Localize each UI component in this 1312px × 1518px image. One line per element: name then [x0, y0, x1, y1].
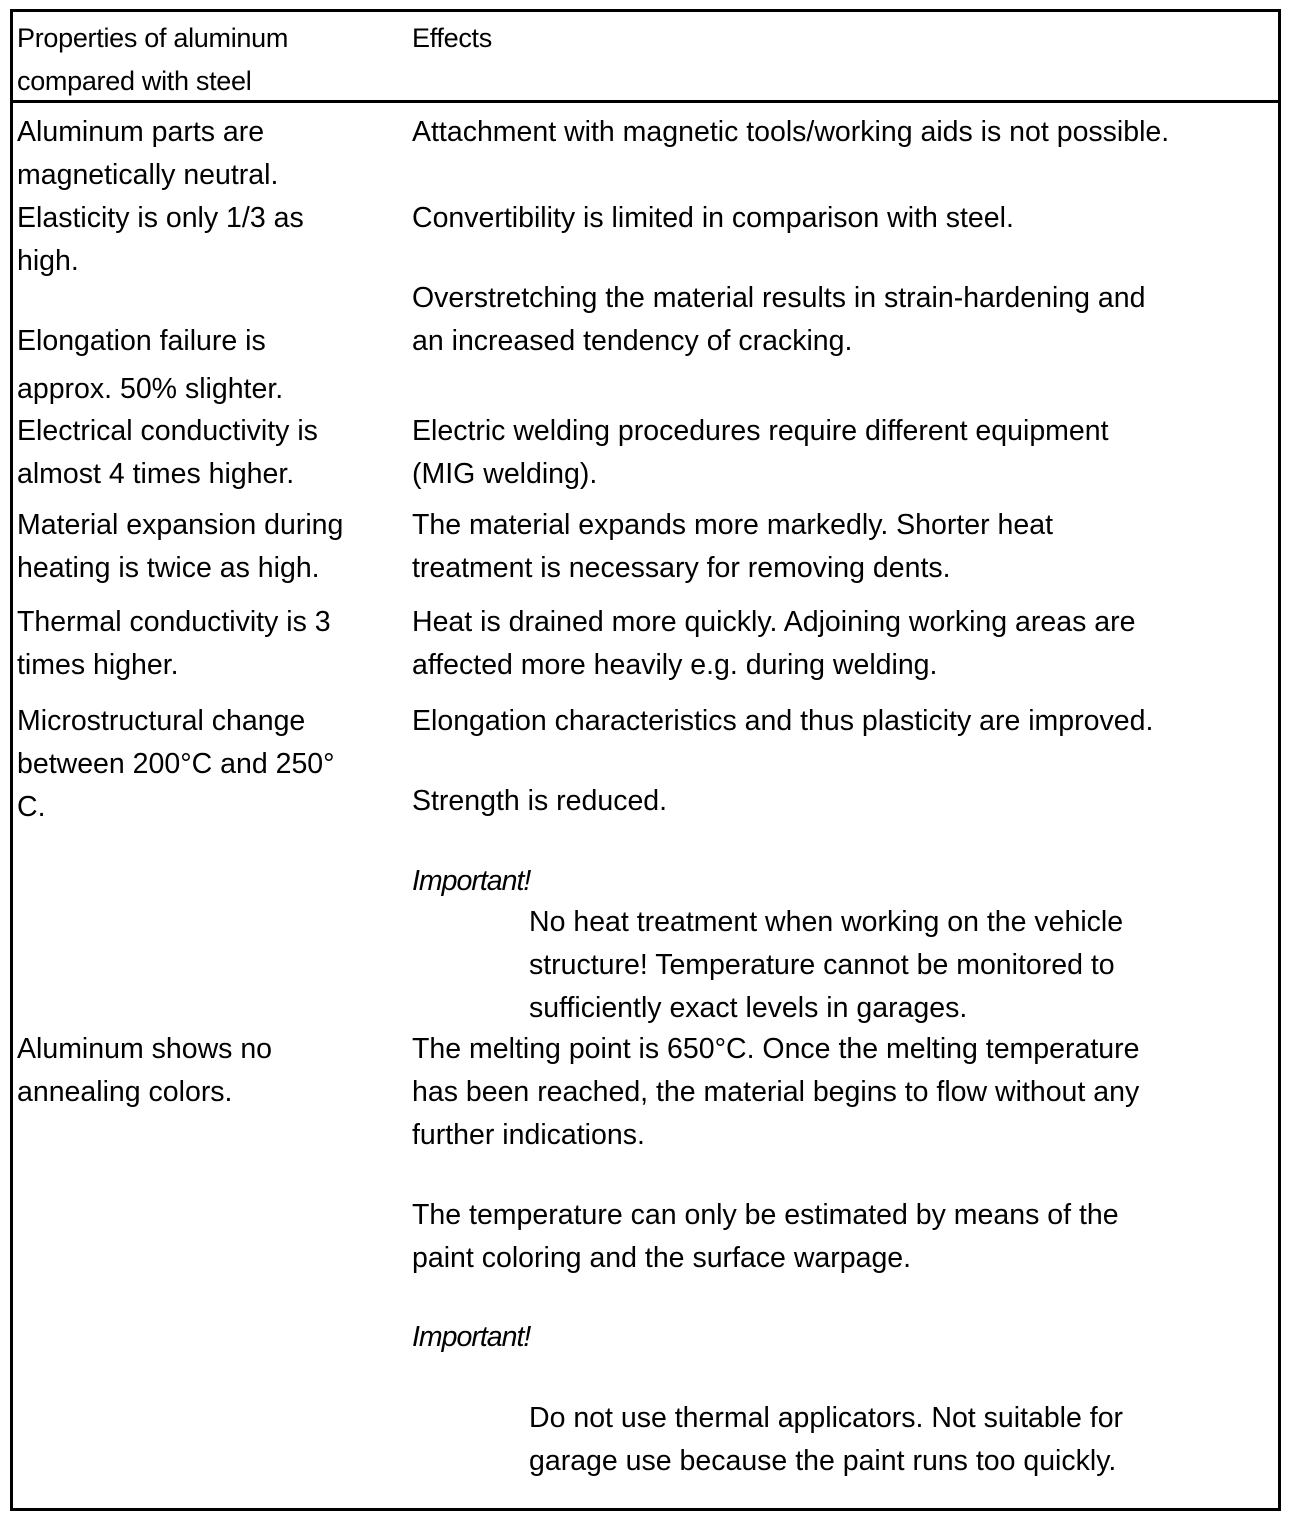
row-8-important-line-1: Do not use thermal applicators. Not suitable for — [529, 1402, 1124, 1434]
row-3-property-line-2: approx. 50% slighter. — [17, 373, 284, 405]
row-7-effect-line-2: Strength is reduced. — [412, 785, 668, 817]
row-6-property-line-1: Thermal conductivity is 3 — [17, 606, 331, 638]
row-8-effect-line-3: further indications. — [412, 1119, 645, 1151]
row-8-important-line-2: garage use because the paint runs too quickly. — [529, 1445, 1117, 1477]
row-8-effect-line-4: The temperature can only be estimated by means of the — [412, 1199, 1119, 1231]
row-8-effect-line-2: has been reached, the material begins to flow without any — [412, 1076, 1140, 1108]
row-2-effect-line-1: Convertibility is limited in comparison with steel. — [412, 202, 1014, 234]
header-properties-line-2: compared with steel — [17, 66, 252, 96]
row-3-effect-line-1: Overstretching the material results in strain-hardening and — [412, 282, 1146, 314]
row-8-effect-line-1: The melting point is 650°C. Once the melting temperature — [412, 1033, 1140, 1065]
row-7-important-line-2: structure! Temperature cannot be monitored to — [529, 949, 1115, 981]
row-7-property-line-2: between 200°C and 250° — [17, 748, 335, 780]
row-4-effect-line-1: Electric welding procedures require different equipment — [412, 415, 1109, 447]
row-7-effect-line-1: Elongation characteristics and thus plasticity are improved. — [412, 705, 1154, 737]
row-8-important-label: Important! — [412, 1321, 531, 1353]
row-8-effect-line-5: paint coloring and the surface warpage. — [412, 1242, 912, 1274]
row-4-property-line-2: almost 4 times higher. — [17, 458, 295, 490]
row-7-important-line-1: No heat treatment when working on the vehicle — [529, 906, 1124, 938]
row-5-effect-line-2: treatment is necessary for removing dents. — [412, 552, 951, 584]
row-6-effect-line-1: Heat is drained more quickly. Adjoining working areas are — [412, 606, 1136, 638]
row-1-property-line-2: magnetically neutral. — [17, 159, 279, 191]
row-3-property-line-1: Elongation failure is — [17, 325, 266, 357]
row-8-property-line-1: Aluminum shows no — [17, 1033, 273, 1065]
row-2-property-line-2: high. — [17, 245, 79, 277]
row-5-property-line-1: Material expansion during — [17, 509, 344, 541]
row-7-important-line-3: sufficiently exact levels in garages. — [529, 992, 968, 1024]
header-effects: Effects — [412, 23, 492, 53]
row-7-important-label: Important! — [412, 865, 531, 897]
row-5-property-line-2: heating is twice as high. — [17, 552, 320, 584]
row-6-effect-line-2: affected more heavily e.g. during welding. — [412, 649, 938, 681]
row-2-property-line-1: Elasticity is only 1/3 as — [17, 202, 304, 234]
row-6-property-line-2: times higher. — [17, 649, 179, 681]
row-1-property-line-1: Aluminum parts are — [17, 116, 265, 148]
row-1-effect-line-1: Attachment with magnetic tools/working aids is not possible. — [412, 116, 1170, 148]
row-4-property-line-1: Electrical conductivity is — [17, 415, 318, 447]
row-4-effect-line-2: (MIG welding). — [412, 458, 598, 490]
row-7-property-line-3: C. — [17, 791, 46, 823]
row-8-property-line-2: annealing colors. — [17, 1076, 233, 1108]
row-5-effect-line-1: The material expands more markedly. Shorter heat — [412, 509, 1054, 541]
row-3-effect-line-2: an increased tendency of cracking. — [412, 325, 853, 357]
header-properties-line-1: Properties of aluminum — [17, 23, 289, 53]
row-7-property-line-1: Microstructural change — [17, 705, 306, 737]
